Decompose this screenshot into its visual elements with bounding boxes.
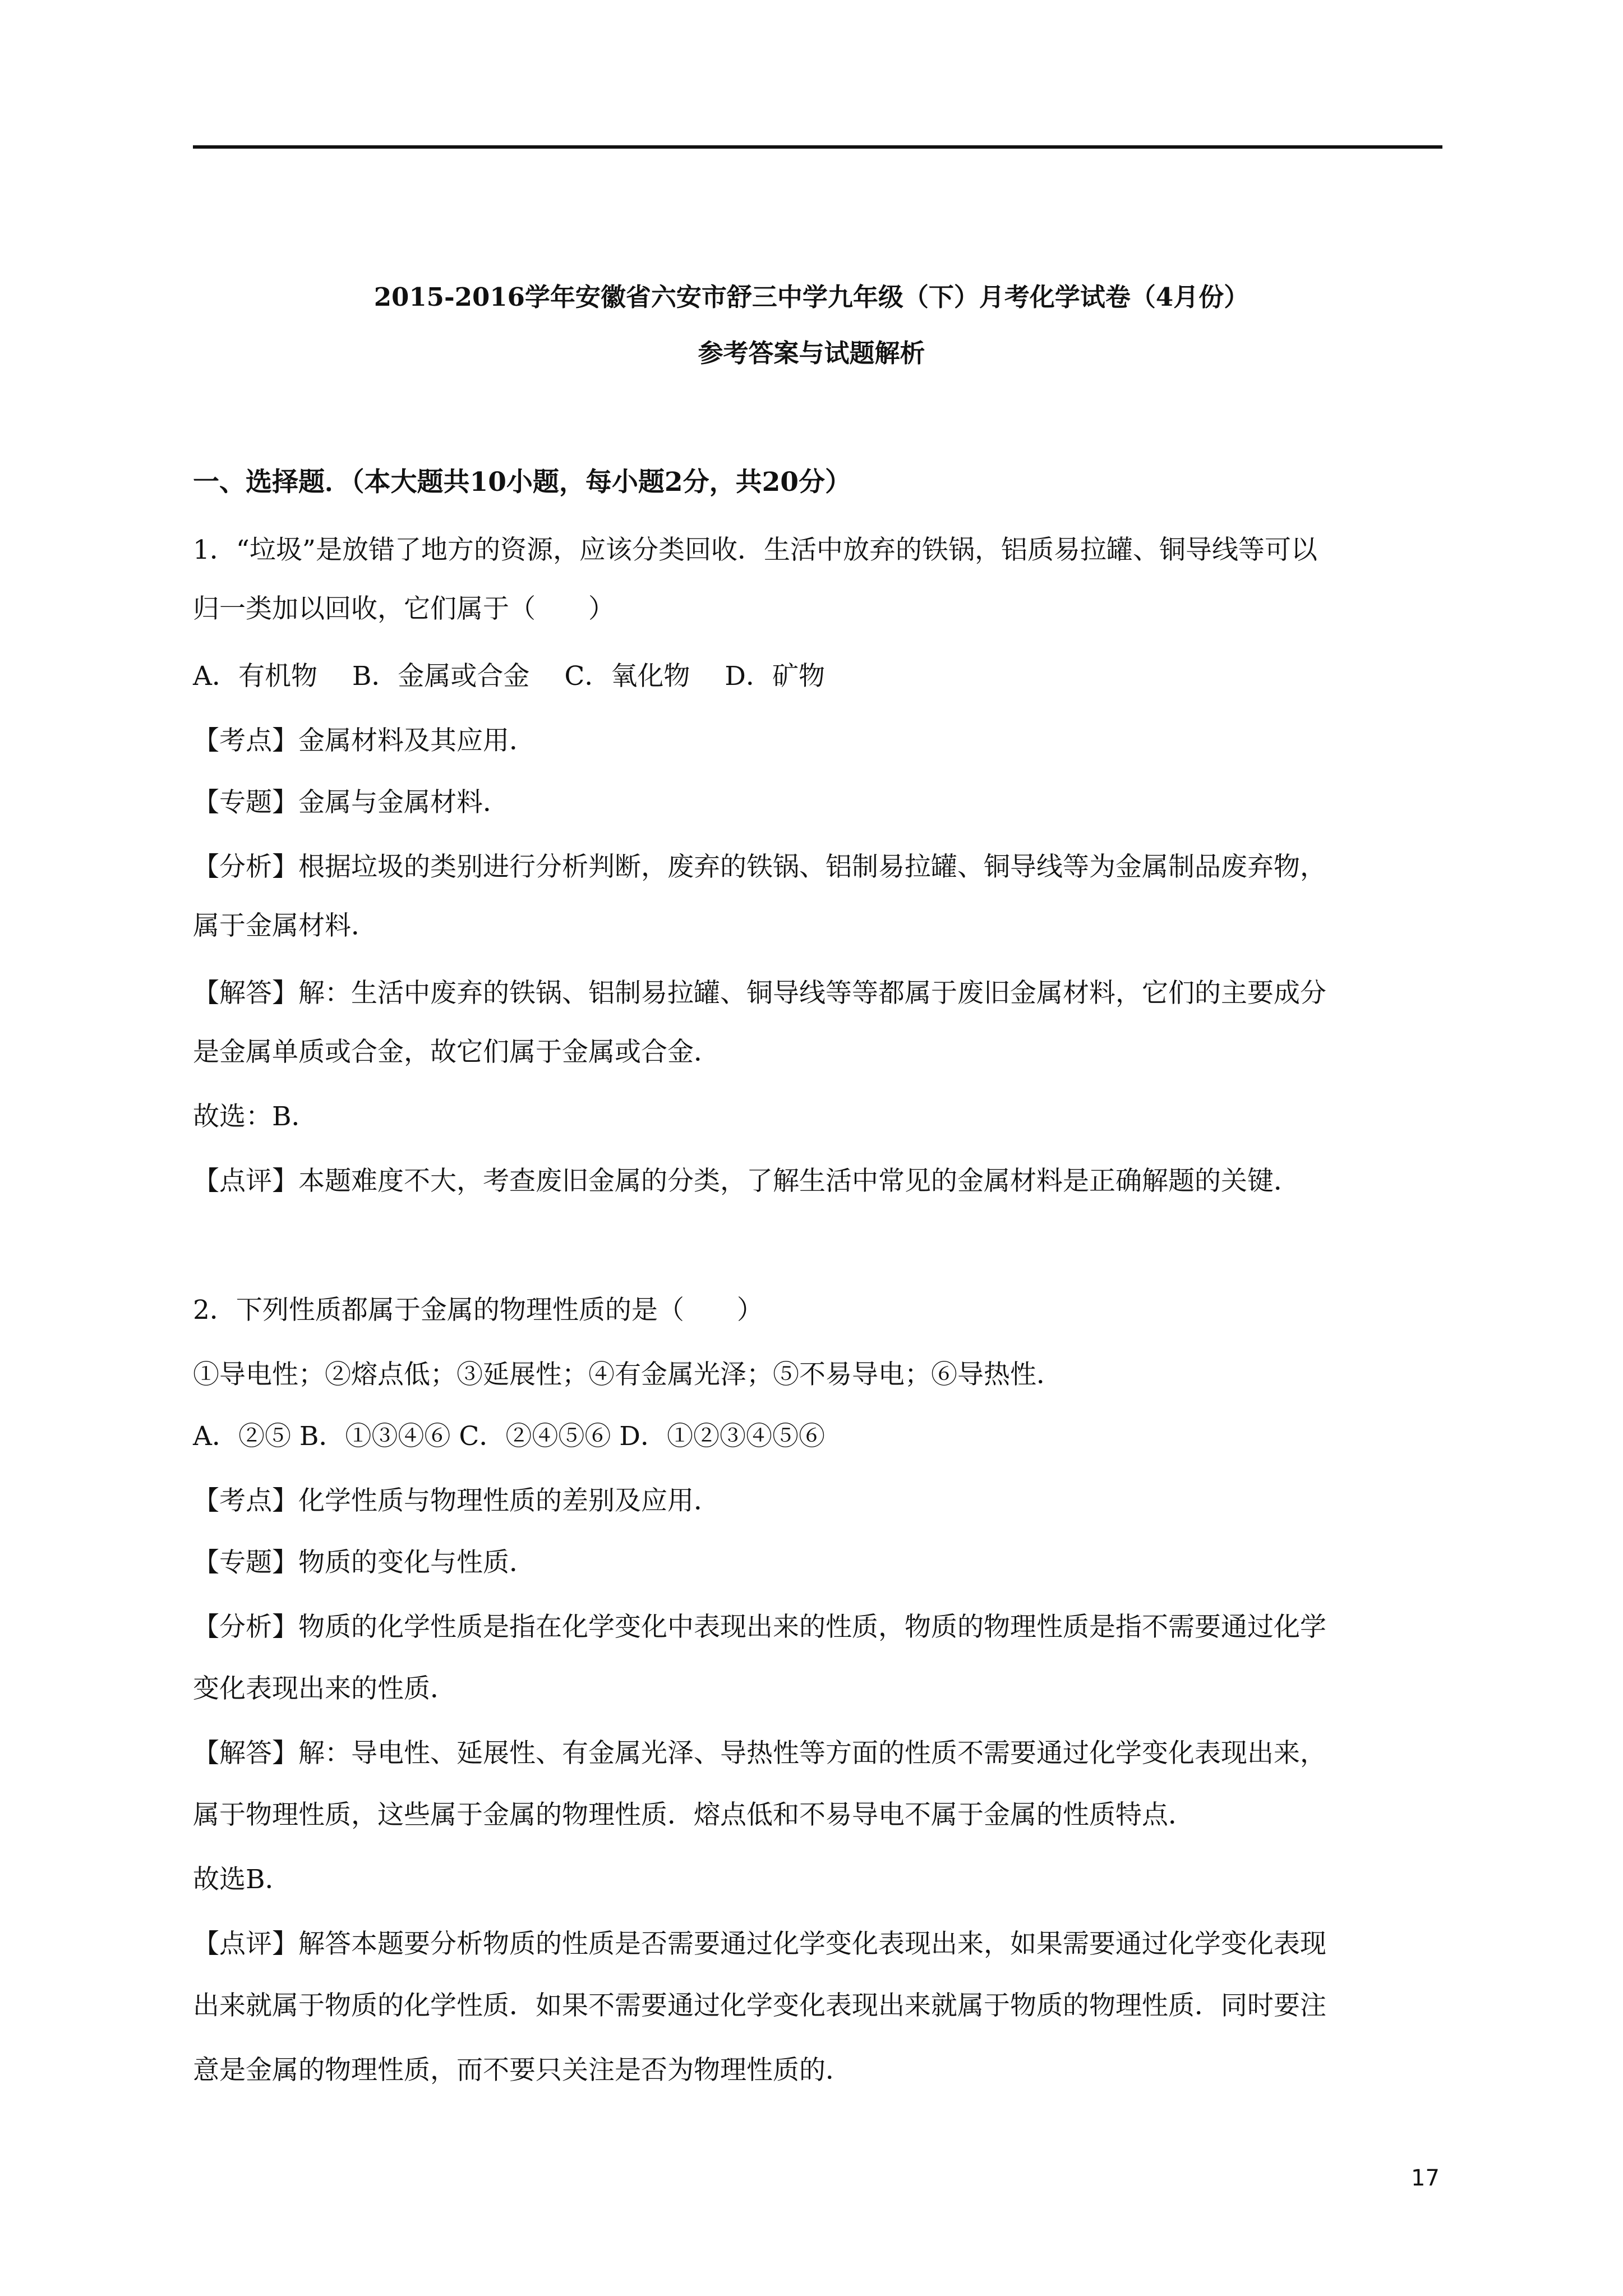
q2-kaodian: 【考点】化学性质与物理性质的差别及应用． <box>193 1485 720 1516</box>
page-number: 17 <box>1411 2165 1440 2191</box>
q1-stem-line-2: 归一类加以回收，它们属于（ ） <box>193 593 615 624</box>
q1-kaodian: 【考点】金属材料及其应用． <box>193 725 536 756</box>
q2-jieda-line-2: 属于物理性质，这些属于金属的物理性质．熔点低和不易导电不属于金属的性质特点． <box>193 1800 1195 1830</box>
q2-fenxi-line-2: 变化表现出来的性质． <box>193 1673 457 1704</box>
q2-options: A．②⑤ B．①③④⑥ C．②④⑤⑥ D．①②③④⑤⑥ <box>193 1421 825 1452</box>
q1-jieda-line-1: 【解答】解：生活中废弃的铁锅、铝制易拉罐、铜导线等等都属于废旧金属材料，它们的主要成分 <box>193 978 1326 1009</box>
q2-items: ①导电性；②熔点低；③延展性；④有金属光泽；⑤不易导电；⑥导热性． <box>193 1359 1063 1390</box>
q2-dianping-line-1: 【点评】解答本题要分析物质的性质是否需要通过化学变化表现出来，如果需要通过化学变化表现 <box>193 1929 1326 1959</box>
q2-zhuanti: 【专题】物质的变化与性质． <box>193 1547 536 1578</box>
q1-answer: 故选：B． <box>193 1101 318 1132</box>
q1-stem-line-1: 1．“垃圾”是放错了地方的资源，应该分类回收．生活中放弃的铁锅，铝质易拉罐、铜导线等可以 <box>193 535 1317 565</box>
q2-jieda-line-1: 【解答】解：导电性、延展性、有金属光泽、导热性等方面的性质不需要通过化学变化表现出来， <box>193 1738 1326 1769</box>
q2-dianping-line-2: 出来就属于物质的化学性质．如果不需要通过化学变化表现出来就属于物质的物理性质．同时要注 <box>193 1990 1326 2021</box>
q2-fenxi-line-1: 【分析】物质的化学性质是指在化学变化中表现出来的性质，物质的物理性质是指不需要通过化学 <box>193 1612 1326 1642</box>
document-subtitle: 参考答案与试题解析 <box>698 338 925 368</box>
q2-answer: 故选B． <box>193 1864 292 1895</box>
q1-zhuanti: 【专题】金属与金属材料． <box>193 787 509 818</box>
q1-dianping: 【点评】本题难度不大，考查废旧金属的分类，了解生活中常见的金属材料是正确解题的关键． <box>193 1166 1300 1197</box>
q1-jieda-line-2: 是金属单质或合金，故它们属于金属或合金． <box>193 1037 720 1068</box>
document-title: 2015-2016学年安徽省六安市舒三中学九年级（下）月考化学试卷（4月份） <box>374 282 1249 312</box>
q1-fenxi-line-1: 【分析】根据垃圾的类别进行分析判断，废弃的铁锅、铝制易拉罐、铜导线等为金属制品废弃物， <box>193 852 1326 882</box>
section-heading: 一、选择题．（本大题共10小题，每小题2分，共20分） <box>193 467 852 498</box>
header-rule <box>193 145 1442 149</box>
q2-stem: 2．下列性质都属于金属的物理性质的是（ ） <box>193 1295 763 1326</box>
q1-fenxi-line-2: 属于金属材料． <box>193 910 377 941</box>
q2-dianping-line-3: 意是金属的物理性质，而不要只关注是否为物理性质的． <box>193 2055 852 2086</box>
q1-options: A．有机物 B．金属或合金 C．氧化物 D．矿物 <box>193 661 825 692</box>
